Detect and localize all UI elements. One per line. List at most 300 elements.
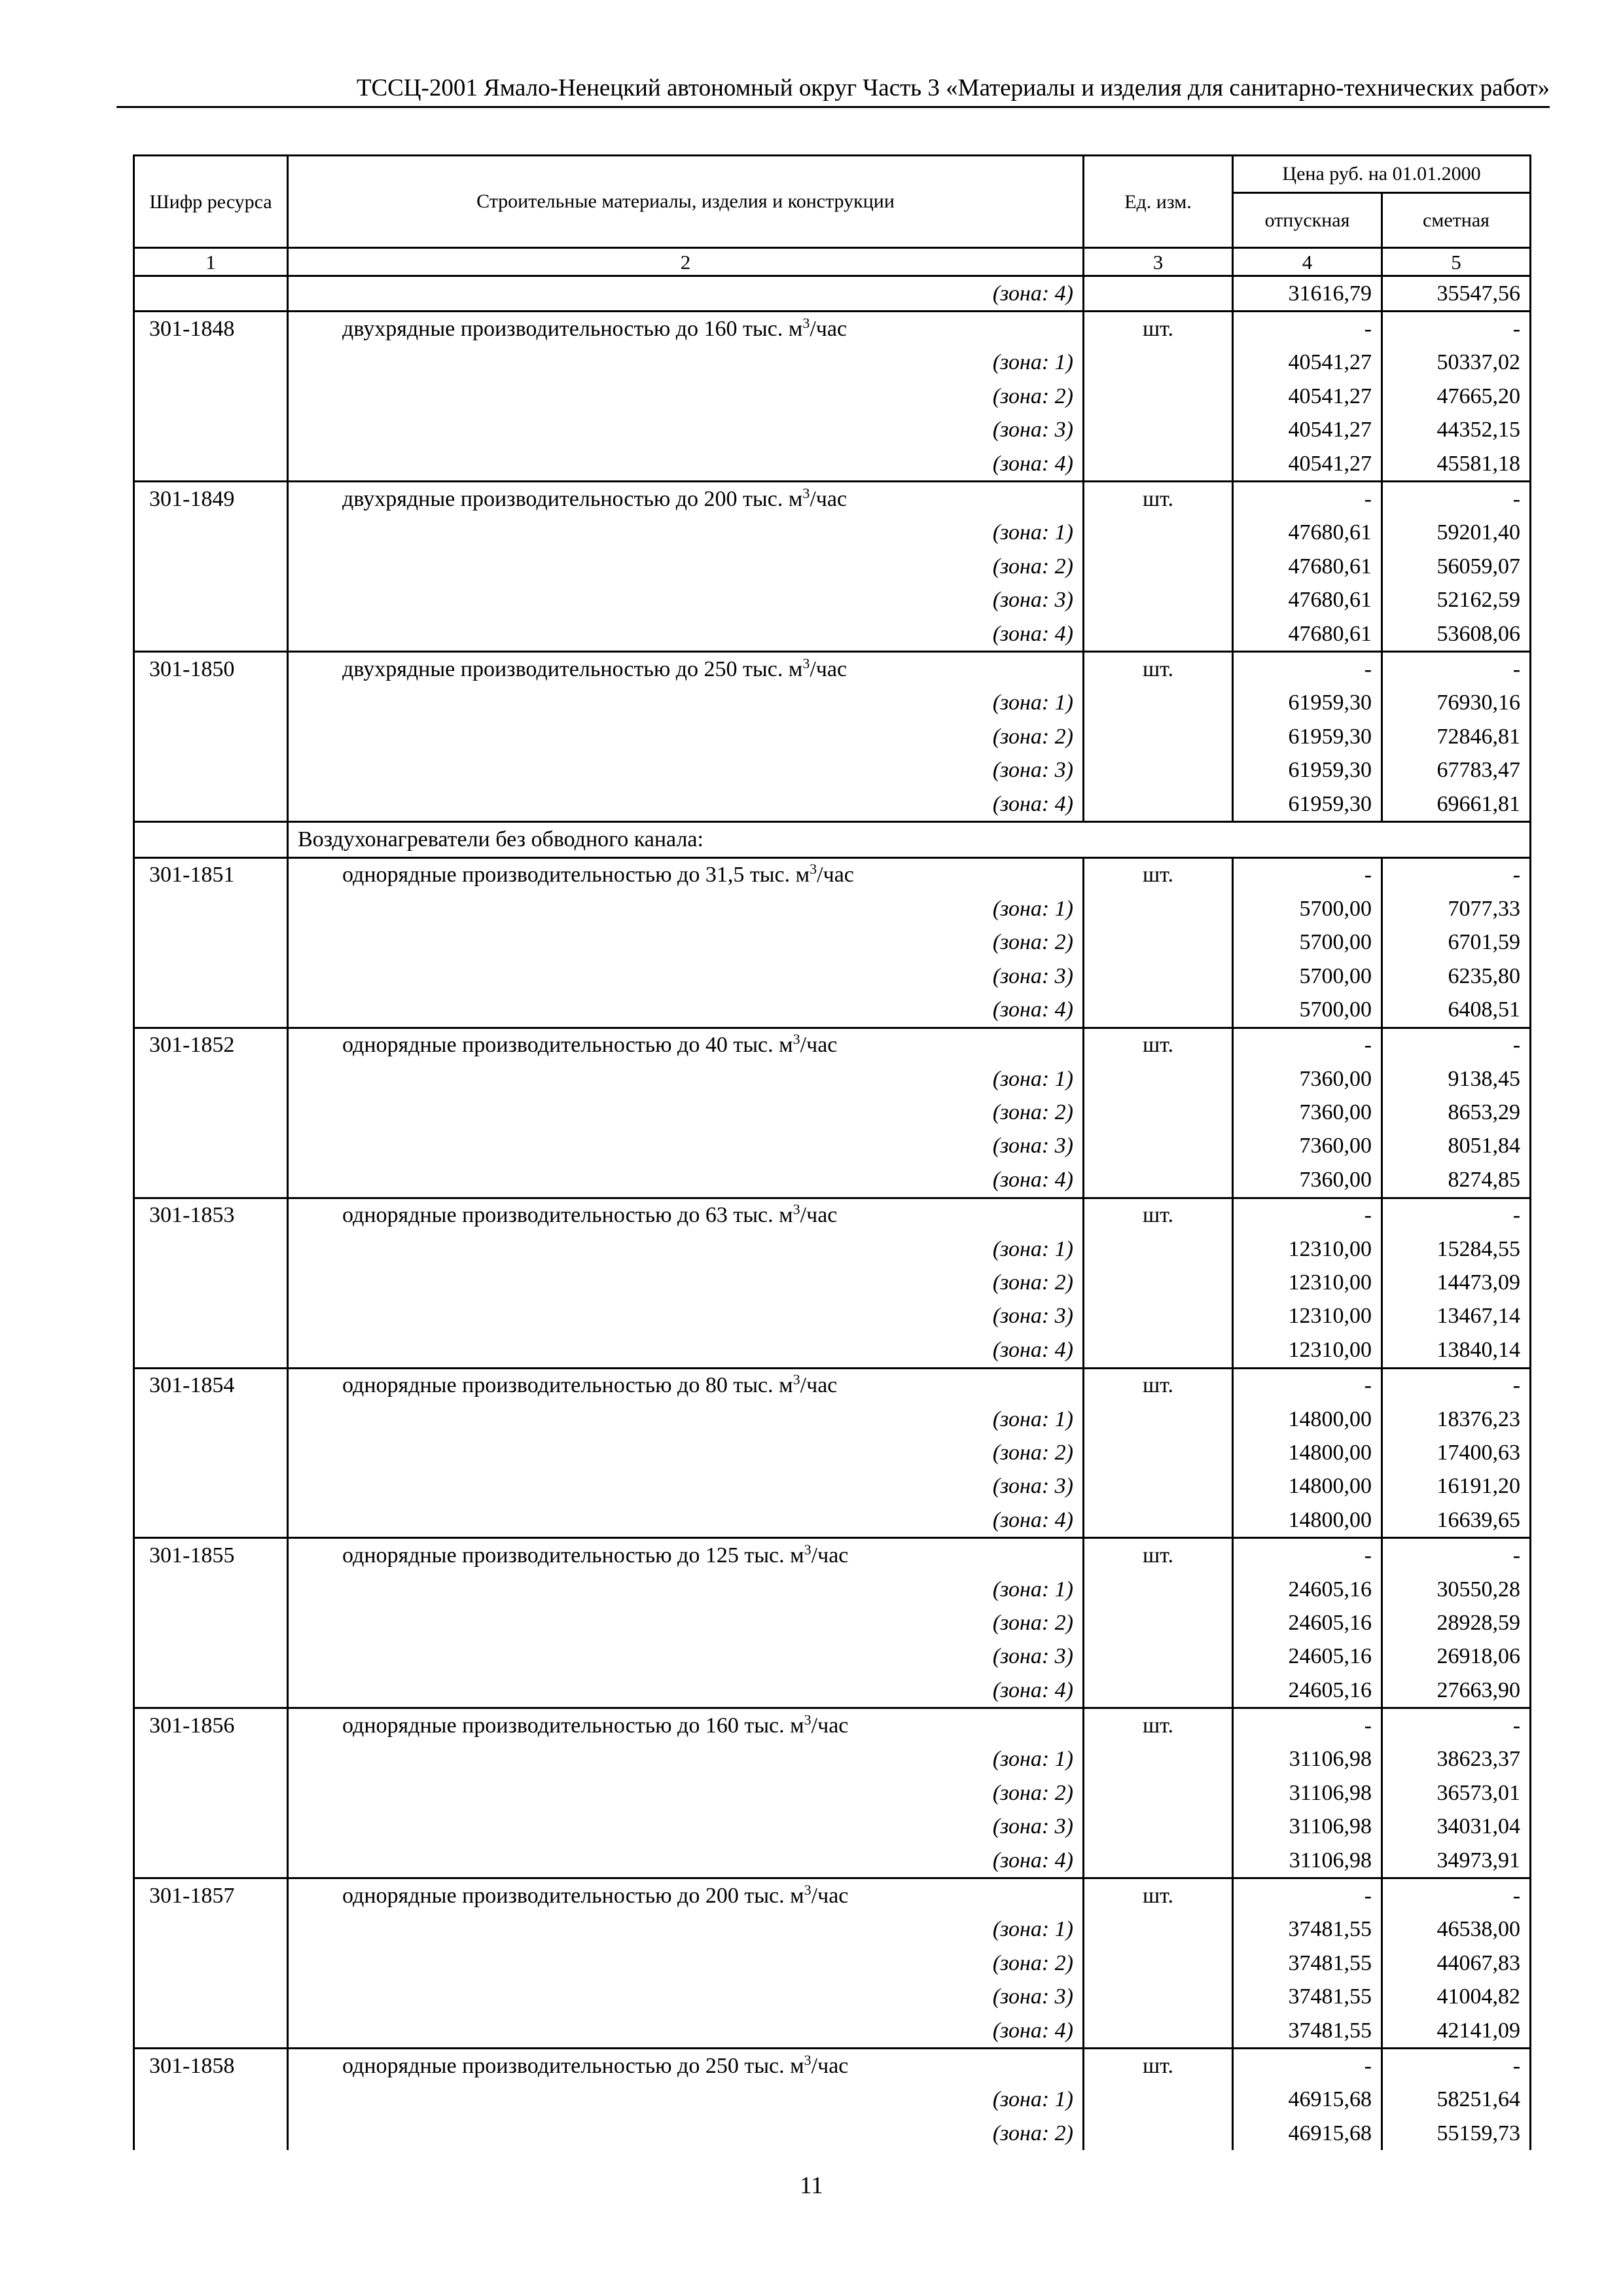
- zone-label: (зона: 4): [288, 617, 1084, 652]
- zone-label: (зона: 2): [288, 550, 1084, 583]
- unit-cell: [1084, 1436, 1233, 1469]
- zone-row: [134, 1743, 1531, 1776]
- header-price: Цена руб. на 01.01.2000: [1233, 156, 1531, 193]
- unit-cell: [1084, 516, 1233, 550]
- resource-code-cell: [134, 276, 288, 312]
- release-price-dash: -: [1233, 1368, 1382, 1403]
- zone-row: [134, 2014, 1531, 2049]
- unit-cell: [1084, 550, 1233, 583]
- unit-of-measure: шт.: [1084, 1368, 1233, 1403]
- estimate-price: 8653,29: [1382, 1096, 1531, 1129]
- resource-code-cell: [134, 1946, 288, 1980]
- unit-cell: [1084, 1300, 1233, 1333]
- zone-row: [134, 584, 1531, 617]
- estimate-price: 35547,56: [1382, 276, 1531, 312]
- unit-of-measure: шт.: [1084, 1538, 1233, 1573]
- column-number: 2: [288, 248, 1084, 276]
- resource-code-cell: [134, 687, 288, 720]
- zone-label: (зона: 2): [288, 380, 1084, 413]
- header-code: Шифр ресурса: [134, 156, 288, 248]
- zone-row: [134, 550, 1531, 583]
- zone-row: [134, 1300, 1531, 1333]
- unit-cell: [1084, 276, 1233, 312]
- resource-code: 301-1854: [134, 1368, 288, 1403]
- estimate-price: 76930,16: [1382, 687, 1531, 720]
- release-price: 61959,30: [1233, 720, 1382, 753]
- unit-suffix: /час: [811, 1713, 849, 1738]
- resource-code-cell: [134, 1573, 288, 1606]
- zone-label: (зона: 1): [288, 1573, 1084, 1606]
- resource-code-cell: [134, 1333, 288, 1368]
- unit-cell: [1084, 720, 1233, 753]
- zone-label: (зона: 4): [288, 1333, 1084, 1368]
- unit-cell: [1084, 960, 1233, 993]
- estimate-price: 50337,02: [1382, 346, 1531, 380]
- release-price: 40541,27: [1233, 447, 1382, 482]
- unit-exponent: 3: [793, 1031, 800, 1048]
- unit-cell: [1084, 925, 1233, 959]
- resource-code: 301-1848: [134, 312, 288, 346]
- estimate-price: 17400,63: [1382, 1436, 1531, 1469]
- release-price-dash: -: [1233, 2049, 1382, 2083]
- release-price-dash: -: [1233, 652, 1382, 687]
- item-row: [134, 312, 1531, 346]
- resource-code-cell: [134, 993, 288, 1028]
- resource-code-cell: [134, 346, 288, 380]
- resource-code: 301-1853: [134, 1198, 288, 1232]
- running-header: [116, 67, 1550, 108]
- zone-label: (зона: 1): [288, 1403, 1084, 1436]
- estimate-price: 6701,59: [1382, 925, 1531, 959]
- zone-label: (зона: 3): [288, 960, 1084, 993]
- release-price: 40541,27: [1233, 380, 1382, 413]
- estimate-price: 42141,09: [1382, 2014, 1531, 2049]
- zone-label: (зона: 4): [288, 1674, 1084, 1708]
- release-price-dash: -: [1233, 482, 1382, 516]
- zone-label: (зона: 2): [288, 1946, 1084, 1980]
- resource-code-cell: [134, 1436, 288, 1469]
- unit-cell: [1084, 380, 1233, 413]
- release-price-dash: -: [1233, 312, 1382, 346]
- release-price: 12310,00: [1233, 1266, 1382, 1299]
- resource-code: 301-1856: [134, 1708, 288, 1743]
- unit-suffix: /час: [811, 2054, 849, 2078]
- zone-row: [134, 516, 1531, 550]
- release-price: 61959,30: [1233, 753, 1382, 787]
- unit-cell: [1084, 1096, 1233, 1129]
- zone-row: [134, 787, 1531, 822]
- unit-cell: [1084, 1503, 1233, 1538]
- release-price-dash: -: [1233, 1538, 1382, 1573]
- estimate-price: 41004,82: [1382, 1981, 1531, 2014]
- resource-code: 301-1855: [134, 1538, 288, 1573]
- release-price: 12310,00: [1233, 1232, 1382, 1266]
- estimate-price: 53608,06: [1382, 617, 1531, 652]
- zone-row: [134, 380, 1531, 413]
- unit-cell: [1084, 687, 1233, 720]
- unit-cell: [1084, 1573, 1233, 1606]
- estimate-price: 34031,04: [1382, 1810, 1531, 1844]
- unit-cell: [1084, 1981, 1233, 2014]
- unit-cell: [1084, 892, 1233, 925]
- estimate-price: 26918,06: [1382, 1640, 1531, 1674]
- resource-code-cell: [134, 1743, 288, 1776]
- release-price: 37481,55: [1233, 1946, 1382, 1980]
- resource-code-cell: [134, 1844, 288, 1878]
- estimate-price: 6408,51: [1382, 993, 1531, 1028]
- zone-row: [134, 1776, 1531, 1810]
- zone-label: (зона: 1): [288, 346, 1084, 380]
- release-price: 46915,68: [1233, 2117, 1382, 2150]
- unit-exponent: 3: [810, 861, 817, 878]
- resource-code-cell: [134, 1640, 288, 1674]
- estimate-price: 13467,14: [1382, 1300, 1531, 1333]
- zone-label: (зона: 2): [288, 1266, 1084, 1299]
- zone-label: (зона: 4): [288, 1503, 1084, 1538]
- item-name-text: однорядные производительностью до 200 тыс. м: [342, 1884, 804, 1909]
- zone-row: [134, 1130, 1531, 1163]
- estimate-price: 45581,18: [1382, 447, 1531, 482]
- resource-code-cell: [134, 1266, 288, 1299]
- item-row: [134, 482, 1531, 516]
- unit-suffix: /час: [817, 863, 854, 888]
- unit-suffix: /час: [800, 1203, 838, 1228]
- zone-label: (зона: 3): [288, 584, 1084, 617]
- release-price: 47680,61: [1233, 550, 1382, 583]
- unit-cell: [1084, 753, 1233, 787]
- estimate-price-dash: -: [1382, 2049, 1531, 2083]
- zone-label: (зона: 1): [288, 516, 1084, 550]
- release-price: 24605,16: [1233, 1640, 1382, 1674]
- release-price: 31106,98: [1233, 1810, 1382, 1844]
- item-name-text: однорядные производительностью до 31,5 тыс. м: [342, 863, 810, 888]
- resource-code-cell: [134, 720, 288, 753]
- zone-label: (зона: 3): [288, 414, 1084, 447]
- zone-row: [134, 1946, 1531, 1980]
- resource-code-cell: [134, 380, 288, 413]
- estimate-price-dash: -: [1382, 1708, 1531, 1743]
- item-row: [134, 1878, 1531, 1913]
- estimate-price-dash: -: [1382, 1028, 1531, 1062]
- unit-cell: [1084, 1810, 1233, 1844]
- release-price: 12310,00: [1233, 1300, 1382, 1333]
- resource-code-cell: [134, 1470, 288, 1503]
- resource-code-cell: [134, 1300, 288, 1333]
- unit-cell: [1084, 1640, 1233, 1674]
- release-price: 14800,00: [1233, 1403, 1382, 1436]
- unit-cell: [1084, 1232, 1233, 1266]
- zone-label: (зона: 2): [288, 1436, 1084, 1469]
- zone-row: [134, 960, 1531, 993]
- unit-cell: [1084, 1844, 1233, 1878]
- estimate-price: 46538,00: [1382, 1913, 1531, 1946]
- release-price: 31106,98: [1233, 1743, 1382, 1776]
- estimate-price-dash: -: [1382, 857, 1531, 892]
- unit-cell: [1084, 584, 1233, 617]
- release-price: 7360,00: [1233, 1096, 1382, 1129]
- unit-exponent: 3: [802, 315, 810, 332]
- zone-row: [134, 1981, 1531, 2014]
- release-price-dash: -: [1233, 857, 1382, 892]
- unit-cell: [1084, 1946, 1233, 1980]
- estimate-price: 30550,28: [1382, 1573, 1531, 1606]
- release-price: 5700,00: [1233, 892, 1382, 925]
- unit-of-measure: шт.: [1084, 652, 1233, 687]
- release-price: 47680,61: [1233, 516, 1382, 550]
- zone-row: [134, 1810, 1531, 1844]
- estimate-price: 15284,55: [1382, 1232, 1531, 1266]
- zone-label: (зона: 1): [288, 1062, 1084, 1096]
- zone-label: (зона: 4): [288, 787, 1084, 822]
- release-price: 37481,55: [1233, 1913, 1382, 1946]
- resource-code: 301-1852: [134, 1028, 288, 1062]
- page-number: 11: [800, 2172, 823, 2199]
- zone-row: [134, 1436, 1531, 1469]
- zone-row: [134, 2083, 1531, 2117]
- resource-code-cell: [134, 1674, 288, 1708]
- zone-label: (зона: 1): [288, 892, 1084, 925]
- estimate-price: 38623,37: [1382, 1743, 1531, 1776]
- item-name: [288, 1198, 1084, 1232]
- zone-row: [134, 687, 1531, 720]
- resource-code-cell: [134, 1403, 288, 1436]
- estimate-price: 67783,47: [1382, 753, 1531, 787]
- release-price: 47680,61: [1233, 584, 1382, 617]
- unit-cell: [1084, 414, 1233, 447]
- zone-label: (зона: 3): [288, 1981, 1084, 2014]
- estimate-price: 34973,91: [1382, 1844, 1531, 1878]
- zone-row: [134, 414, 1531, 447]
- resource-code: 301-1850: [134, 652, 288, 687]
- unit-suffix: /час: [810, 656, 847, 681]
- unit-exponent: 3: [804, 2052, 812, 2068]
- unit-cell: [1084, 1743, 1233, 1776]
- release-price: 37481,55: [1233, 1981, 1382, 2014]
- unit-cell: [1084, 346, 1233, 380]
- estimate-price: 16191,20: [1382, 1470, 1531, 1503]
- unit-suffix: /час: [811, 1884, 849, 1909]
- estimate-price: 7077,33: [1382, 892, 1531, 925]
- estimate-price-dash: -: [1382, 1878, 1531, 1913]
- zone-row: [134, 1844, 1531, 1878]
- release-price: 31106,98: [1233, 1844, 1382, 1878]
- zone-label: (зона: 3): [288, 1130, 1084, 1163]
- unit-cell: [1084, 1913, 1233, 1946]
- item-name: [288, 482, 1084, 516]
- estimate-price: 6235,80: [1382, 960, 1531, 993]
- resource-code-cell: [134, 2117, 288, 2150]
- estimate-price: 13840,14: [1382, 1333, 1531, 1368]
- item-name: [288, 2049, 1084, 2083]
- item-name-text: двухрядные производительностью до 160 тыс. м: [342, 317, 803, 342]
- resource-code: 301-1851: [134, 857, 288, 892]
- resource-code-cell: [134, 1913, 288, 1946]
- unit-exponent: 3: [804, 1712, 812, 1729]
- column-number: 5: [1382, 248, 1531, 276]
- price-table: [133, 154, 1531, 2150]
- release-price: 24605,16: [1233, 1674, 1382, 1708]
- item-row: [134, 2049, 1531, 2083]
- zone-label: (зона: 2): [288, 720, 1084, 753]
- resource-code-cell: [134, 822, 288, 857]
- unit-cell: [1084, 1403, 1233, 1436]
- header-name: Строительные материалы, изделия и конструкции: [288, 156, 1084, 248]
- item-name-text: однорядные производительностью до 40 тыс. м: [342, 1033, 793, 1058]
- item-row: [134, 1708, 1531, 1743]
- unit-cell: [1084, 1062, 1233, 1096]
- item-name: [288, 652, 1084, 687]
- release-price: 7360,00: [1233, 1130, 1382, 1163]
- resource-code-cell: [134, 550, 288, 583]
- zone-row: [134, 1470, 1531, 1503]
- release-price-dash: -: [1233, 1198, 1382, 1232]
- resource-code-cell: [134, 414, 288, 447]
- release-price: 31616,79: [1233, 276, 1382, 312]
- item-name-text: двухрядные производительностью до 250 тыс. м: [342, 656, 803, 681]
- item-name-text: двухрядные производительностью до 200 тыс. м: [342, 487, 803, 512]
- item-row: [134, 1028, 1531, 1062]
- release-price: 47680,61: [1233, 617, 1382, 652]
- estimate-price-dash: -: [1382, 482, 1531, 516]
- estimate-price: 58251,64: [1382, 2083, 1531, 2117]
- release-price: 37481,55: [1233, 2014, 1382, 2049]
- release-price: 7360,00: [1233, 1062, 1382, 1096]
- item-name-text: однорядные производительностью до 80 тыс. м: [342, 1373, 793, 1398]
- estimate-price-dash: -: [1382, 1368, 1531, 1403]
- unit-cell: [1084, 1470, 1233, 1503]
- unit-cell: [1084, 787, 1233, 822]
- item-name: [288, 1368, 1084, 1403]
- resource-code-cell: [134, 753, 288, 787]
- release-price: 12310,00: [1233, 1333, 1382, 1368]
- unit-exponent: 3: [802, 485, 810, 502]
- zone-row: [134, 993, 1531, 1028]
- zone-row: [134, 1674, 1531, 1708]
- release-price: 24605,16: [1233, 1606, 1382, 1640]
- zone-row: [134, 1232, 1531, 1266]
- unit-cell: [1084, 447, 1233, 482]
- resource-code-cell: [134, 1096, 288, 1129]
- release-price: 5700,00: [1233, 960, 1382, 993]
- resource-code-cell: [134, 2014, 288, 2049]
- unit-of-measure: шт.: [1084, 2049, 1233, 2083]
- resource-code-cell: [134, 892, 288, 925]
- header-estimate-price: сметная: [1382, 193, 1531, 248]
- unit-cell: [1084, 993, 1233, 1028]
- item-name-text: однорядные производительностью до 63 тыс. м: [342, 1203, 793, 1228]
- item-name: [288, 857, 1084, 892]
- estimate-price-dash: -: [1382, 312, 1531, 346]
- release-price: 7360,00: [1233, 1163, 1382, 1198]
- zone-row: [134, 1333, 1531, 1368]
- resource-code-cell: [134, 1062, 288, 1096]
- estimate-price: 69661,81: [1382, 787, 1531, 822]
- item-row: [134, 857, 1531, 892]
- unit-of-measure: шт.: [1084, 1028, 1233, 1062]
- estimate-price: 27663,90: [1382, 1674, 1531, 1708]
- unit-exponent: 3: [802, 655, 810, 672]
- item-row: [134, 652, 1531, 687]
- release-price: 14800,00: [1233, 1470, 1382, 1503]
- column-number: 4: [1233, 248, 1382, 276]
- zone-label: (зона: 1): [288, 687, 1084, 720]
- release-price: 61959,30: [1233, 787, 1382, 822]
- release-price-dash: -: [1233, 1878, 1382, 1913]
- resource-code-cell: [134, 584, 288, 617]
- resource-code-cell: [134, 1130, 288, 1163]
- zone-label: (зона: 4): [288, 1844, 1084, 1878]
- estimate-price: 16639,65: [1382, 1503, 1531, 1538]
- release-price: 5700,00: [1233, 925, 1382, 959]
- zone-row: [134, 447, 1531, 482]
- resource-code-cell: [134, 1232, 288, 1266]
- zone-row: [134, 1096, 1531, 1129]
- release-price: 40541,27: [1233, 346, 1382, 380]
- release-price: 40541,27: [1233, 414, 1382, 447]
- item-name: [288, 1708, 1084, 1743]
- group-row: [134, 822, 1531, 857]
- estimate-price: 55159,73: [1382, 2117, 1531, 2150]
- release-price: 14800,00: [1233, 1503, 1382, 1538]
- unit-cell: [1084, 2117, 1233, 2150]
- unit-cell: [1084, 1674, 1233, 1708]
- estimate-price: 36573,01: [1382, 1776, 1531, 1810]
- zone-label: (зона: 1): [288, 1232, 1084, 1266]
- column-number: 3: [1084, 248, 1233, 276]
- estimate-price-dash: -: [1382, 1198, 1531, 1232]
- zone-label: (зона: 2): [288, 2117, 1084, 2150]
- item-name: [288, 1538, 1084, 1573]
- estimate-price: 8274,85: [1382, 1163, 1531, 1198]
- resource-code: 301-1858: [134, 2049, 288, 2083]
- unit-of-measure: шт.: [1084, 1708, 1233, 1743]
- resource-code: 301-1857: [134, 1878, 288, 1913]
- estimate-price: 18376,23: [1382, 1403, 1531, 1436]
- zone-label: (зона: 4): [288, 276, 1084, 312]
- zone-row: [134, 2117, 1531, 2150]
- resource-code-cell: [134, 1981, 288, 2014]
- unit-cell: [1084, 1333, 1233, 1368]
- resource-code-cell: [134, 1163, 288, 1198]
- zone-row: [134, 892, 1531, 925]
- estimate-price-dash: -: [1382, 1538, 1531, 1573]
- resource-code-cell: [134, 1776, 288, 1810]
- zone-row: [134, 276, 1531, 312]
- unit-suffix: /час: [810, 487, 847, 512]
- resource-code-cell: [134, 1503, 288, 1538]
- item-name: [288, 312, 1084, 346]
- column-number: 1: [134, 248, 288, 276]
- unit-cell: [1084, 1266, 1233, 1299]
- zone-row: [134, 720, 1531, 753]
- zone-row: [134, 1913, 1531, 1946]
- resource-code-cell: [134, 1810, 288, 1844]
- header-unit: Ед. изм.: [1084, 156, 1233, 248]
- resource-code-cell: [134, 516, 288, 550]
- unit-cell: [1084, 1130, 1233, 1163]
- zone-label: (зона: 1): [288, 1743, 1084, 1776]
- estimate-price: 14473,09: [1382, 1266, 1531, 1299]
- item-name: [288, 1878, 1084, 1913]
- resource-code-cell: [134, 787, 288, 822]
- estimate-price: 52162,59: [1382, 584, 1531, 617]
- running-title: ТССЦ-2001 Ямало-Ненецкий автономный округ Часть 3 «Материалы и изделия для санитарно-технических работ»: [356, 75, 1550, 101]
- estimate-price: 72846,81: [1382, 720, 1531, 753]
- unit-suffix: /час: [810, 317, 847, 342]
- zone-row: [134, 1266, 1531, 1299]
- estimate-price: 56059,07: [1382, 550, 1531, 583]
- unit-exponent: 3: [804, 1882, 812, 1899]
